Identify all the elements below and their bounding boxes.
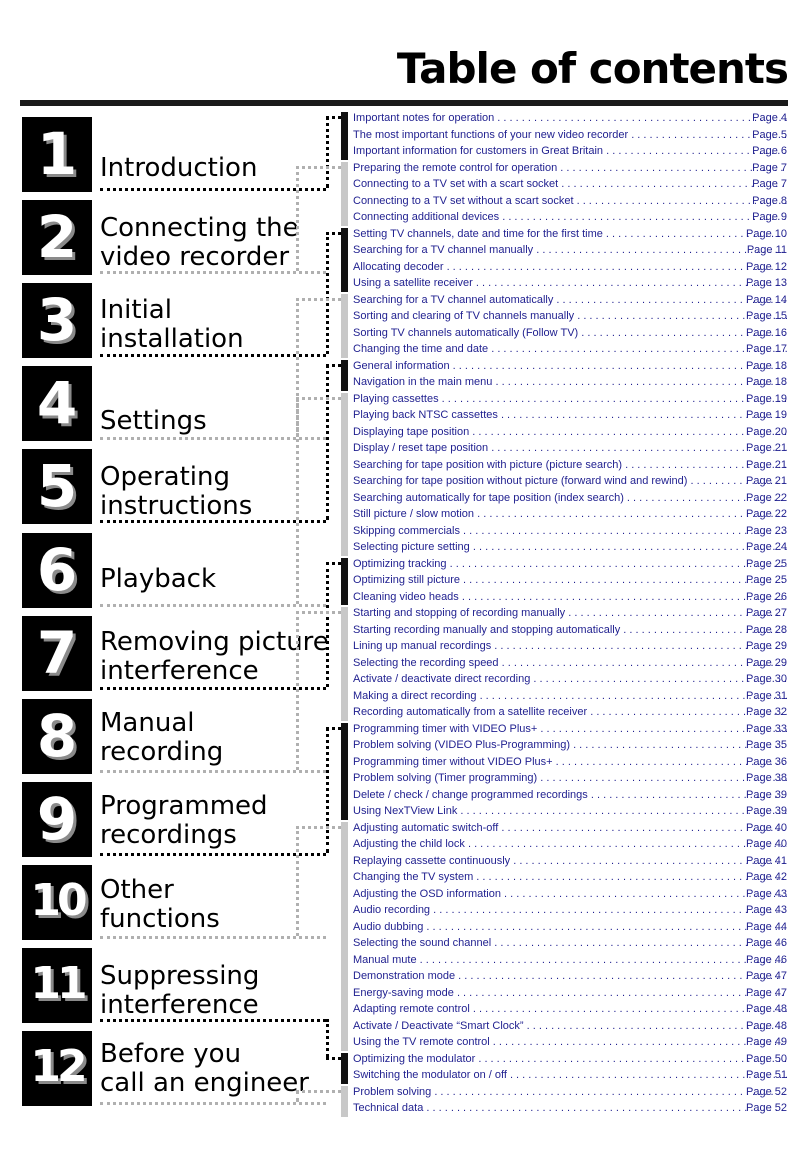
chapter-number: 3 <box>36 286 78 354</box>
toc-entry-text: Switching the modulator on / off . . . <box>353 1069 787 1081</box>
chapter-underline <box>100 687 326 690</box>
toc-entry-text: Problem solving (VIDEO Plus-Programming) . . . <box>353 739 787 751</box>
toc-entry-page: Page 27 <box>743 605 787 622</box>
toc-entry[interactable] <box>353 193 787 210</box>
toc-entry[interactable] <box>353 457 787 474</box>
chapter-connector <box>326 727 329 854</box>
toc-entry-page: Page 41 <box>743 853 787 870</box>
chapter-underline <box>100 520 326 523</box>
toc-entry-text: Selecting picture setting . . . <box>353 541 787 553</box>
toc-entry-list <box>353 110 787 1117</box>
toc-entry-page: Page 18 <box>743 358 787 375</box>
chapter-connector <box>326 1057 341 1060</box>
page-title: Table of contents <box>396 44 788 93</box>
chapter-number: 9 <box>36 785 78 853</box>
toc-entry-text: Allocating decoder . . . <box>353 261 787 273</box>
toc-entry-page: Page 38 <box>743 770 787 787</box>
chapter-connector <box>326 364 329 521</box>
toc-entry-text: Playing cassettes . . . <box>353 393 787 405</box>
chapter-connector <box>326 116 341 119</box>
toc-entry-page: Page 9 <box>749 209 787 226</box>
chapter-title[interactable]: Other functions <box>100 875 220 934</box>
toc-entry-page: Page 19 <box>743 391 787 408</box>
toc-entry[interactable] <box>353 754 787 771</box>
chapter-underline <box>100 354 326 357</box>
chapter-title[interactable]: Manual recording <box>100 708 224 767</box>
toc-entry[interactable] <box>353 787 787 804</box>
toc-entry-page: Page 21 <box>743 473 787 490</box>
chapter-title[interactable]: Before you call an engineer <box>100 1039 309 1098</box>
toc-entry[interactable] <box>353 655 787 672</box>
toc-entry-page: Page 42 <box>743 869 787 886</box>
toc-entry[interactable] <box>353 968 787 985</box>
section-bar <box>341 294 348 358</box>
toc-entry[interactable] <box>353 160 787 177</box>
toc-entry-text: Adapting remote control . . . <box>353 1003 787 1015</box>
toc-entry-page: Page 22 <box>743 490 787 507</box>
toc-entry[interactable] <box>353 985 787 1002</box>
chapter-number: 8 <box>36 702 78 770</box>
toc-entry-page: Page 48 <box>743 1018 787 1035</box>
chapter-number: 5 <box>36 452 78 520</box>
toc-entry-text: Connecting additional devices . . . <box>353 211 787 223</box>
toc-entry-page: Page 51 <box>743 1067 787 1084</box>
section-bar <box>341 1086 348 1117</box>
chapter-number-block <box>22 782 92 857</box>
chapter-number-block <box>22 283 92 358</box>
toc-entry[interactable] <box>353 1084 787 1101</box>
chapter-number-block <box>22 616 92 691</box>
toc-entry-page: Page 36 <box>743 754 787 771</box>
chapter-number-block <box>22 865 92 940</box>
toc-entry-page: Page 35 <box>743 737 787 754</box>
toc-entry-text: Starting recording manually and stopping automatically . . . <box>353 624 787 636</box>
toc-entry-text: Activate / Deactivate “Smart Clock” . . . <box>353 1020 787 1032</box>
toc-entry-page: Page 43 <box>743 902 787 919</box>
toc-entry-text: Selecting the recording speed . . . <box>353 657 787 669</box>
toc-entry[interactable] <box>353 622 787 639</box>
toc-entry[interactable] <box>353 688 787 705</box>
toc-entry-text: Demonstration mode . . . <box>353 970 787 982</box>
toc-entry-text: Searching for tape position without picture (forward wind and rewind) . . . <box>353 475 787 487</box>
chapter-connector <box>296 611 341 614</box>
toc-entry-page: Page 22 <box>743 506 787 523</box>
chapter-title[interactable]: Operating instructions <box>100 462 253 521</box>
toc-entry-text: Optimizing the modulator . . . <box>353 1053 787 1065</box>
chapter-number: 7 <box>36 619 78 687</box>
toc-entry-page: Page 50 <box>743 1051 787 1068</box>
toc-entry-page: Page 13 <box>743 275 787 292</box>
toc-entry[interactable] <box>353 605 787 622</box>
chapter-number-block <box>22 699 92 774</box>
toc-entry[interactable] <box>353 374 787 391</box>
toc-entry[interactable] <box>353 242 787 259</box>
toc-entry[interactable] <box>353 1051 787 1068</box>
toc-entry-text: Searching for tape position with picture (picture search) . . . <box>353 459 787 471</box>
chapter-underline <box>100 770 326 773</box>
toc-entry-text: Skipping commercials . . . <box>353 525 787 537</box>
toc-entry-text: Display / reset tape position . . . <box>353 442 787 454</box>
toc-entry-text: Searching automatically for tape position (index search) . . . <box>353 492 787 504</box>
toc-entry-text: Setting TV channels, date and time for the first time . . . <box>353 228 787 240</box>
chapter-number-block <box>22 200 92 275</box>
toc-entry[interactable] <box>353 127 787 144</box>
toc-entry[interactable] <box>353 1034 787 1051</box>
toc-entry-page: Page 24 <box>743 539 787 556</box>
chapter-title[interactable]: Playback <box>100 564 217 594</box>
toc-entry-page: Page 30 <box>743 671 787 688</box>
chapter-connector <box>296 166 299 272</box>
toc-entry-text: Preparing the remote control for operation . . . <box>353 162 787 174</box>
chapter-title[interactable]: Settings <box>100 406 207 436</box>
toc-entry-text: Starting and stopping of recording manually . . . <box>353 607 787 619</box>
toc-entry-text: Energy-saving mode . . . <box>353 987 787 999</box>
chapter-title[interactable]: Connecting the video recorder <box>100 213 299 272</box>
toc-entry-page: Page 25 <box>743 556 787 573</box>
toc-entry[interactable] <box>353 407 787 424</box>
toc-entry[interactable] <box>353 1001 787 1018</box>
toc-entry[interactable] <box>353 935 787 952</box>
chapter-connector <box>326 562 341 565</box>
chapter-connector <box>296 1090 341 1093</box>
toc-entry-page: Page 7 <box>749 176 787 193</box>
toc-entry[interactable] <box>353 506 787 523</box>
toc-entry[interactable] <box>353 952 787 969</box>
chapter-connector <box>296 166 341 169</box>
toc-entry-text: Selecting the sound channel . . . <box>353 937 787 949</box>
toc-entry[interactable] <box>353 770 787 787</box>
toc-entry[interactable] <box>353 209 787 226</box>
chapter-underline <box>100 188 326 191</box>
chapter-connector <box>326 562 329 688</box>
chapter-connector <box>296 826 341 829</box>
toc-entry[interactable] <box>353 424 787 441</box>
chapter-connector <box>326 364 341 367</box>
toc-entry-page: Page 33 <box>743 721 787 738</box>
chapter-connector <box>296 397 341 400</box>
toc-entry-page: Page 43 <box>743 886 787 903</box>
toc-entry-text: Manual mute . . . <box>353 954 787 966</box>
toc-entry-text: Important information for customers in Great Britain . . . <box>353 145 787 157</box>
toc-entry-text: Sorting and clearing of TV channels manually . . . <box>353 310 787 322</box>
chapter-connector <box>296 826 299 937</box>
toc-entry[interactable] <box>353 803 787 820</box>
toc-entry-text: General information . . . <box>353 360 787 372</box>
chapter-number: 4 <box>36 369 78 437</box>
toc-entry[interactable] <box>353 836 787 853</box>
section-bar <box>341 1053 348 1084</box>
toc-entry-page: Page 49 <box>743 1034 787 1051</box>
toc-entry-page: Page 12 <box>743 259 787 276</box>
toc-entry-text: Changing the time and date . . . <box>353 343 787 355</box>
toc-entry-text: Replaying cassette continuously . . . <box>353 855 787 867</box>
toc-entry-page: Page 47 <box>743 985 787 1002</box>
chapter-title[interactable]: Suppressing interference <box>100 961 260 1020</box>
toc-entry-page: Page 5 <box>749 127 787 144</box>
chapter-number-block <box>22 117 92 192</box>
toc-entry-page: Page 29 <box>743 655 787 672</box>
toc-entry-page: Page 21 <box>743 440 787 457</box>
toc-entry[interactable] <box>353 721 787 738</box>
toc-entry-text: Important notes for operation . . . <box>353 112 787 124</box>
section-bar <box>341 360 348 391</box>
section-bar <box>341 558 348 606</box>
toc-entry-page: Page 11 <box>744 242 787 259</box>
toc-entry[interactable] <box>353 292 787 309</box>
toc-entry-page: Page 8 <box>749 193 787 210</box>
section-bar <box>341 393 348 556</box>
chapter-connector <box>296 397 299 605</box>
toc-entry[interactable] <box>353 490 787 507</box>
chapter-title[interactable]: Programmed recordings <box>100 791 268 850</box>
chapter-connector <box>326 116 329 188</box>
chapter-number: 10 <box>30 875 84 926</box>
toc-entry-text: Adjusting the OSD information . . . <box>353 888 787 900</box>
toc-entry-text: Using a satellite receiver . . . <box>353 277 787 289</box>
chapter-number: 6 <box>36 536 78 604</box>
chapter-underline <box>100 604 326 607</box>
toc-entry-page: Page 28 <box>743 622 787 639</box>
chapter-connector <box>326 232 341 235</box>
toc-entry[interactable] <box>353 902 787 919</box>
toc-entry-text: Audio recording . . . <box>353 904 787 916</box>
chapter-connector <box>296 611 299 770</box>
toc-entry[interactable] <box>353 1067 787 1084</box>
toc-entry-page: Page 31 <box>743 688 787 705</box>
toc-entry-page: Page 44 <box>743 919 787 936</box>
toc-entry[interactable] <box>353 919 787 936</box>
toc-entry-text: Audio dubbing . . . <box>353 921 787 933</box>
toc-entry-page: Page 40 <box>743 836 787 853</box>
toc-entry[interactable] <box>353 556 787 573</box>
toc-entry-text: Problem solving . . . <box>353 1086 787 1098</box>
chapter-number-block <box>22 533 92 608</box>
toc-entry-page: Page 46 <box>743 952 787 969</box>
toc-entry[interactable] <box>353 325 787 342</box>
toc-entry-page: Page 25 <box>743 572 787 589</box>
toc-entry-page: Page 47 <box>743 968 787 985</box>
chapter-connector <box>326 232 329 355</box>
toc-entry[interactable] <box>353 275 787 292</box>
section-bar <box>341 822 348 1051</box>
toc-entry[interactable] <box>353 853 787 870</box>
toc-entry-page: Page 7 <box>749 160 787 177</box>
chapter-underline <box>100 853 326 856</box>
chapter-underline <box>100 1102 326 1105</box>
chapter-number: 12 <box>30 1041 84 1092</box>
toc-entry[interactable] <box>353 737 787 754</box>
chapter-title[interactable]: Introduction <box>100 153 258 183</box>
toc-entry-text: Sorting TV channels automatically (Follow TV) . . . <box>353 327 787 339</box>
toc-entry[interactable] <box>353 589 787 606</box>
section-bar <box>341 162 348 226</box>
toc-entry-text: Technical data . . . <box>353 1102 787 1114</box>
toc-entry[interactable] <box>353 226 787 243</box>
section-bar <box>341 723 348 820</box>
chapter-title[interactable]: Initial installation <box>100 295 244 354</box>
toc-entry-page: Page 20 <box>743 424 787 441</box>
toc-entry-page: Page 6 <box>749 143 787 160</box>
toc-entry[interactable] <box>353 308 787 325</box>
chapter-number-block <box>22 948 92 1023</box>
toc-entry-page: Page 23 <box>743 523 787 540</box>
toc-entry[interactable] <box>353 110 787 127</box>
toc-entry[interactable] <box>353 671 787 688</box>
toc-entry-text: Connecting to a TV set with a scart socket . . . <box>353 178 787 190</box>
chapter-number-block <box>22 1031 92 1106</box>
toc-entry-text: Still picture / slow motion . . . <box>353 508 787 520</box>
chapter-title[interactable]: Removing picture interference <box>100 627 329 686</box>
toc-entry-text: Lining up manual recordings . . . <box>353 640 787 652</box>
toc-entry[interactable] <box>353 1100 787 1117</box>
chapter-underline <box>100 271 326 274</box>
chapter-number: 11 <box>30 958 84 1009</box>
toc-entry-text: Changing the TV system . . . <box>353 871 787 883</box>
toc-entry[interactable] <box>353 523 787 540</box>
toc-entry-page: Page 16 <box>743 325 787 342</box>
toc-entry-text: Adjusting the child lock . . . <box>353 838 787 850</box>
chapter-number-block <box>22 449 92 524</box>
toc-entry-text: Programming timer without VIDEO Plus+ . . . <box>353 756 787 768</box>
toc-entry-text: Using the TV remote control . . . <box>353 1036 787 1048</box>
toc-entry-page: Page 18 <box>743 374 787 391</box>
toc-entry[interactable] <box>353 886 787 903</box>
toc-entry[interactable] <box>353 704 787 721</box>
toc-entry-page: Page 32 <box>743 704 787 721</box>
toc-entry-text: Optimizing tracking . . . <box>353 558 787 570</box>
toc-entry[interactable] <box>353 391 787 408</box>
toc-entry-text: Delete / check / change programmed recordings . . . <box>353 789 787 801</box>
toc-entry-page: Page 17 <box>743 341 787 358</box>
toc-entry-text: Problem solving (Timer programming) . . . <box>353 772 787 784</box>
toc-entry[interactable] <box>353 869 787 886</box>
toc-entry-page: Page 29 <box>743 638 787 655</box>
toc-entry-text: Activate / deactivate direct recording . . . <box>353 673 787 685</box>
toc-entry-page: Page 48 <box>743 1001 787 1018</box>
toc-entry-page: Page 46 <box>743 935 787 952</box>
toc-entry-page: Page 14 <box>743 292 787 309</box>
chapter-connector <box>296 298 341 301</box>
toc-entry-text: Displaying tape position . . . <box>353 426 787 438</box>
chapter-number-block <box>22 366 92 441</box>
toc-entry-text: Navigation in the main menu . . . <box>353 376 787 388</box>
toc-entry-text: Searching for a TV channel automatically . . . <box>353 294 787 306</box>
toc-entry-page: Page 52 <box>743 1084 787 1101</box>
toc-entry-text: Playing back NTSC cassettes . . . <box>353 409 787 421</box>
toc-entry[interactable] <box>353 176 787 193</box>
toc-entry-text: Searching for a TV channel manually . . . <box>353 244 787 256</box>
toc-entry[interactable] <box>353 473 787 490</box>
toc-entry[interactable] <box>353 539 787 556</box>
toc-entry-text: The most important functions of your new video recorder . . . <box>353 129 787 141</box>
toc-entry-page: Page 39 <box>743 787 787 804</box>
toc-entry-page: Page 15 <box>743 308 787 325</box>
toc-entry[interactable] <box>353 638 787 655</box>
section-bar <box>341 607 348 721</box>
title-rule <box>20 100 788 106</box>
toc-entry[interactable] <box>353 572 787 589</box>
chapter-underline <box>100 1019 326 1022</box>
toc-entry-text: Programming timer with VIDEO Plus+ . . . <box>353 723 787 735</box>
toc-entry-text: Optimizing still picture . . . <box>353 574 787 586</box>
toc-entry-page: Page 21 <box>743 457 787 474</box>
toc-entry-text: Making a direct recording . . . <box>353 690 787 702</box>
toc-entry[interactable] <box>353 820 787 837</box>
toc-entry[interactable] <box>353 259 787 276</box>
toc-entry-text: Cleaning video heads . . . <box>353 591 787 603</box>
toc-entry-page: Page 19 <box>743 407 787 424</box>
toc-entry-page: Page 10 <box>743 226 787 243</box>
toc-entry[interactable] <box>353 143 787 160</box>
toc-entry-page: Page 26 <box>743 589 787 606</box>
section-bar <box>341 112 348 160</box>
toc-entry-page: Page 40 <box>743 820 787 837</box>
toc-entry-page: Page 52 <box>743 1100 787 1117</box>
toc-entry-page: Page 4 <box>749 110 787 127</box>
chapter-connector <box>326 1019 329 1057</box>
chapter-connector <box>326 727 341 730</box>
toc-entry-text: Recording automatically from a satellite receiver . . . <box>353 706 787 718</box>
chapter-underline <box>100 936 326 939</box>
toc-entry[interactable] <box>353 440 787 457</box>
toc-entry[interactable] <box>353 341 787 358</box>
section-bar <box>341 228 348 292</box>
toc-entry-text: Using NexTView Link . . . <box>353 805 787 817</box>
toc-entry[interactable] <box>353 358 787 375</box>
toc-entry[interactable] <box>353 1018 787 1035</box>
toc-entry-text: Adjusting automatic switch-off . . . <box>353 822 787 834</box>
toc-entry-text: Connecting to a TV set without a scart socket . . . <box>353 195 787 207</box>
toc-entry-page: Page 39 <box>743 803 787 820</box>
chapter-underline <box>100 437 326 440</box>
chapter-number: 1 <box>36 120 78 188</box>
chapter-number: 2 <box>36 203 78 271</box>
